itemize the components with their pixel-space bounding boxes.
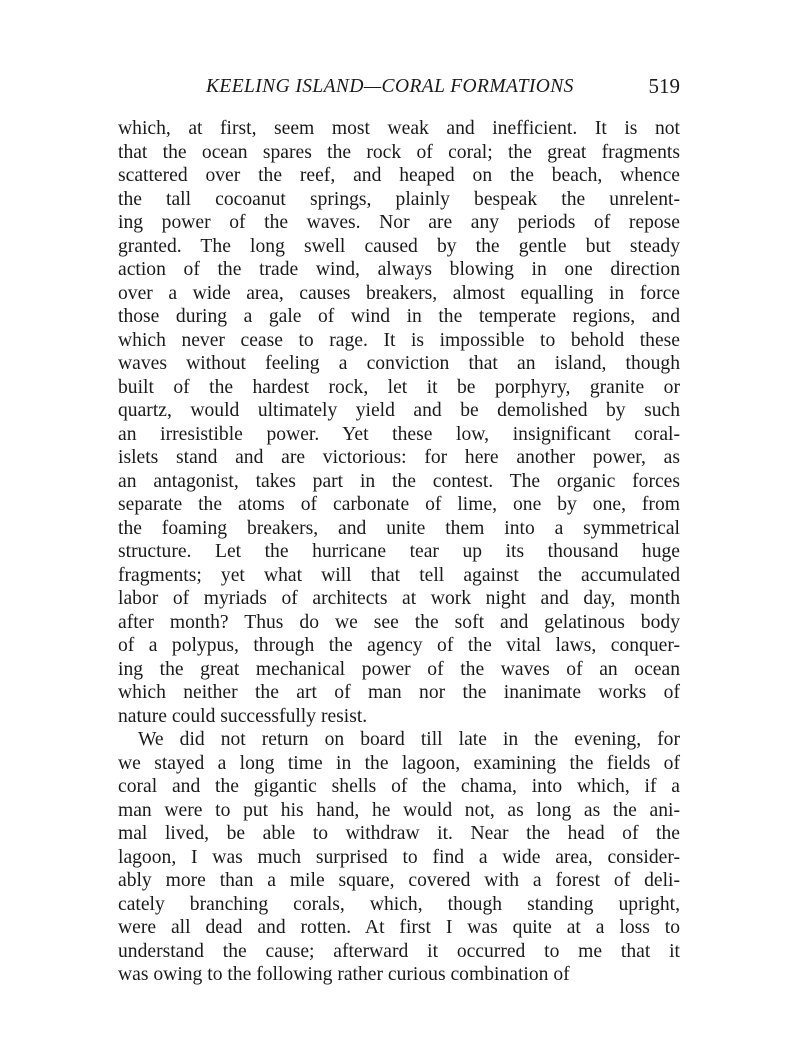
text-line: islets stand and are victorious: for here another power, as <box>118 447 680 468</box>
text-line: those during a gale of wind in the temperate regions, and <box>118 306 680 327</box>
text-line: the tall cocoanut springs, plainly bespeak the unrelent- <box>118 188 680 210</box>
text-line: scattered over the reef, and heaped on the beach, whence <box>118 165 680 186</box>
text-line: after month? Thus do we see the soft and gelatinous body <box>118 611 680 633</box>
text-line: of a polypus, through the agency of the vital laws, conquer- <box>118 635 680 656</box>
text-line: separate the atoms of carbonate of lime, one by one, from <box>118 494 680 515</box>
text-line: understand the cause; afterward it occurred to me that it <box>118 940 680 962</box>
text-line: quartz, would ultimately yield and be demolished by such <box>118 400 680 421</box>
text-line: nature could successfully resist. <box>118 705 368 727</box>
text-line: which never cease to rage. It is impossible to behold these <box>118 329 680 351</box>
text-line: lagoon, I was much surprised to find a wide area, consider- <box>118 846 680 868</box>
running-head-title: KEELING ISLAND—CORAL FORMATIONS <box>206 76 574 97</box>
text-line: we stayed a long time in the lagoon, examining the fields of <box>118 752 680 774</box>
body-text <box>118 117 680 987</box>
text-line: ably more than a mile square, covered with a forest of deli- <box>118 870 680 891</box>
page-number: 519 <box>648 74 680 98</box>
text-line: which neither the art of man nor the inanimate works of <box>118 682 680 703</box>
text-line: We did not return on board till late in the evening, for <box>138 729 680 750</box>
text-line: cately branching corals, which, though standing upright, <box>118 893 680 915</box>
text-line: structure. Let the hurricane tear up its thousand huge <box>118 541 680 562</box>
text-line: which, at first, seem most weak and inefficient. It is not <box>118 118 680 139</box>
text-line: an irresistible power. Yet these low, insignificant coral- <box>118 423 680 445</box>
text-line: action of the trade wind, always blowing in one direction <box>118 259 680 280</box>
text-line: was owing to the following rather curious combination of <box>118 964 570 985</box>
text-line: built of the hardest rock, let it be porphyry, granite or <box>118 376 680 398</box>
text-line: coral and the gigantic shells of the chama, into which, if a <box>118 776 680 797</box>
text-line: ing the great mechanical power of the waves of an ocean <box>118 658 680 680</box>
paragraph <box>118 728 680 987</box>
text-line: granted. The long swell caused by the gentle but steady <box>118 235 680 257</box>
text-line: were all dead and rotten. At first I was quite at a loss to <box>118 917 680 938</box>
text-line: labor of myriads of architects at work night and day, month <box>118 588 680 609</box>
text-line: waves without feeling a conviction that an island, though <box>118 353 680 374</box>
text-line: fragments; yet what will that tell against the accumulated <box>118 564 680 586</box>
text-line: an antagonist, takes part in the contest. The organic forces <box>118 470 680 492</box>
running-head <box>118 76 680 106</box>
text-line: the foaming breakers, and unite them into a symmetrical <box>118 517 680 539</box>
text-line: over a wide area, causes breakers, almost equalling in force <box>118 282 680 304</box>
text-line: ing power of the waves. Nor are any periods of repose <box>118 212 680 233</box>
text-line: man were to put his hand, he would not, as long as the ani- <box>118 799 680 821</box>
paragraph <box>118 117 680 728</box>
text-line: that the ocean spares the rock of coral; the great fragments <box>118 141 680 163</box>
text-line: mal lived, be able to withdraw it. Near the head of the <box>118 823 680 844</box>
